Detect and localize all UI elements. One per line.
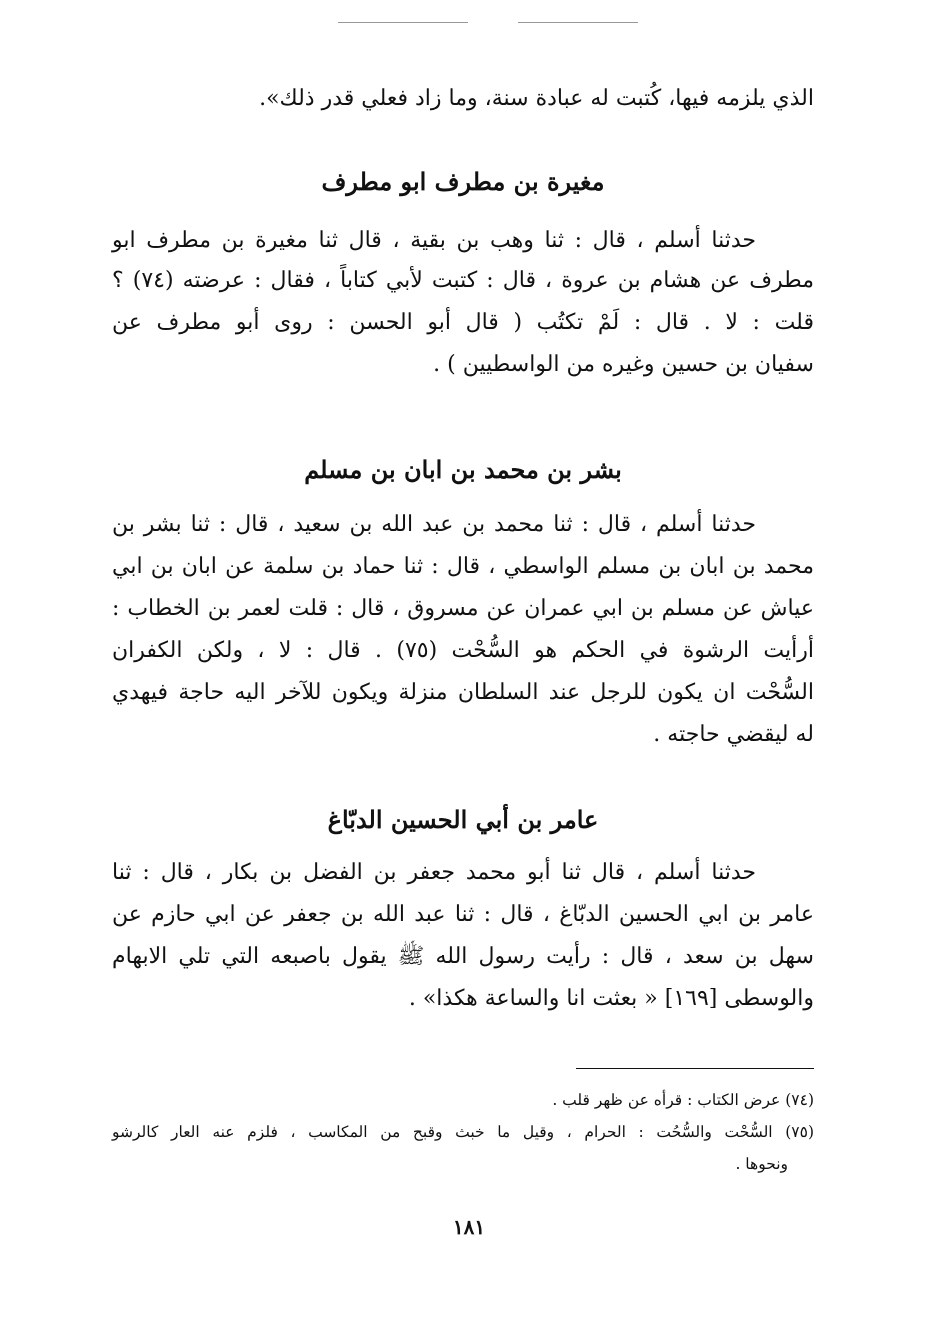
paragraph-line: والوسطى [١٦٩] « بعثت انا والساعة هكذا» . bbox=[408, 986, 814, 1011]
paragraph-line: عياش عن مسلم بن ابي عمران عن مسروق ، قال : قلت لعمر بن الخطاب : bbox=[112, 596, 814, 621]
continuation-line: الذي يلزمه فيها، كُتبت له عبادة سنة، وما زاد فعلي قدر ذلك». bbox=[259, 86, 814, 111]
scan-artifact-line bbox=[338, 22, 468, 23]
paragraph-line: قلت : لا . قال : لَمْ تكتُب ( قال أبو الحسن : روى أبو مطرف عن bbox=[112, 310, 814, 335]
paragraph-line: سفيان بن حسين وغيره من الواسطيين ) . bbox=[433, 352, 814, 377]
section-heading: عامر بن أبي الحسين الدبّاغ bbox=[327, 805, 599, 834]
paragraph-line: عامر بن ابي الحسين الدبّاغ ، قال : ثنا عبد الله بن جعفر عن ابي حازم عن bbox=[112, 902, 814, 927]
footnote-75-continuation: ونحوها . bbox=[735, 1155, 788, 1173]
paragraph-line: حدثنا أسلم ، قال : ثنا محمد بن عبد الله بن سعيد ، قال : ثنا بشر بن bbox=[112, 512, 756, 537]
footnote-74: (٧٤) عرض الكتاب : قرأه عن ظهر قلب . bbox=[552, 1091, 814, 1109]
paragraph-line: سهل بن سعد ، قال : رأيت رسول الله ﷺ يقول باصبعه التي تلي الابهام bbox=[112, 944, 814, 969]
section-heading: بشر بن محمد بن ابان بن مسلم bbox=[304, 455, 622, 484]
paragraph-line: حدثنا أسلم ، قال ثنا أبو محمد جعفر بن الفضل بن بكار ، قال : ثنا bbox=[112, 860, 756, 885]
section-heading: مغيرة بن مطرف ابو مطرف bbox=[321, 167, 605, 196]
paragraph-line: أرأيت الرشوة في الحكم هو السُّحْت (٧٥) . قال : لا ، ولكن الكفران bbox=[112, 638, 814, 663]
footnote-75: (٧٥) السُّحْت والسُّحُت : الحرام ، وقيل ما خبث وقبح من المكاسب ، فلزم عنه العار كالرشو bbox=[112, 1123, 814, 1141]
paragraph-line: محمد بن ابان بن مسلم الواسطي ، قال : ثنا حماد بن سلمة عن ابان بن ابي bbox=[112, 554, 814, 579]
footnote-separator bbox=[576, 1068, 814, 1069]
paragraph-line: له ليقضي حاجته . bbox=[653, 722, 814, 747]
paragraph-line: السُّحْت ان يكون للرجل عند السلطان منزلة ويكون للآخر اليه حاجة فيهدي bbox=[112, 680, 814, 705]
paragraph-line: حدثنا أسلم ، قال : ثنا وهب بن بقية ، قال ثنا مغيرة بن مطرف ابو bbox=[112, 228, 756, 253]
scan-artifact-line bbox=[518, 22, 638, 23]
paragraph-line: مطرف عن هشام بن عروة ، قال : كتبت لأبي كتاباً ، فقال : عرضته (٧٤) ؟ bbox=[112, 268, 814, 293]
page-number: ١٨١ bbox=[452, 1215, 486, 1239]
